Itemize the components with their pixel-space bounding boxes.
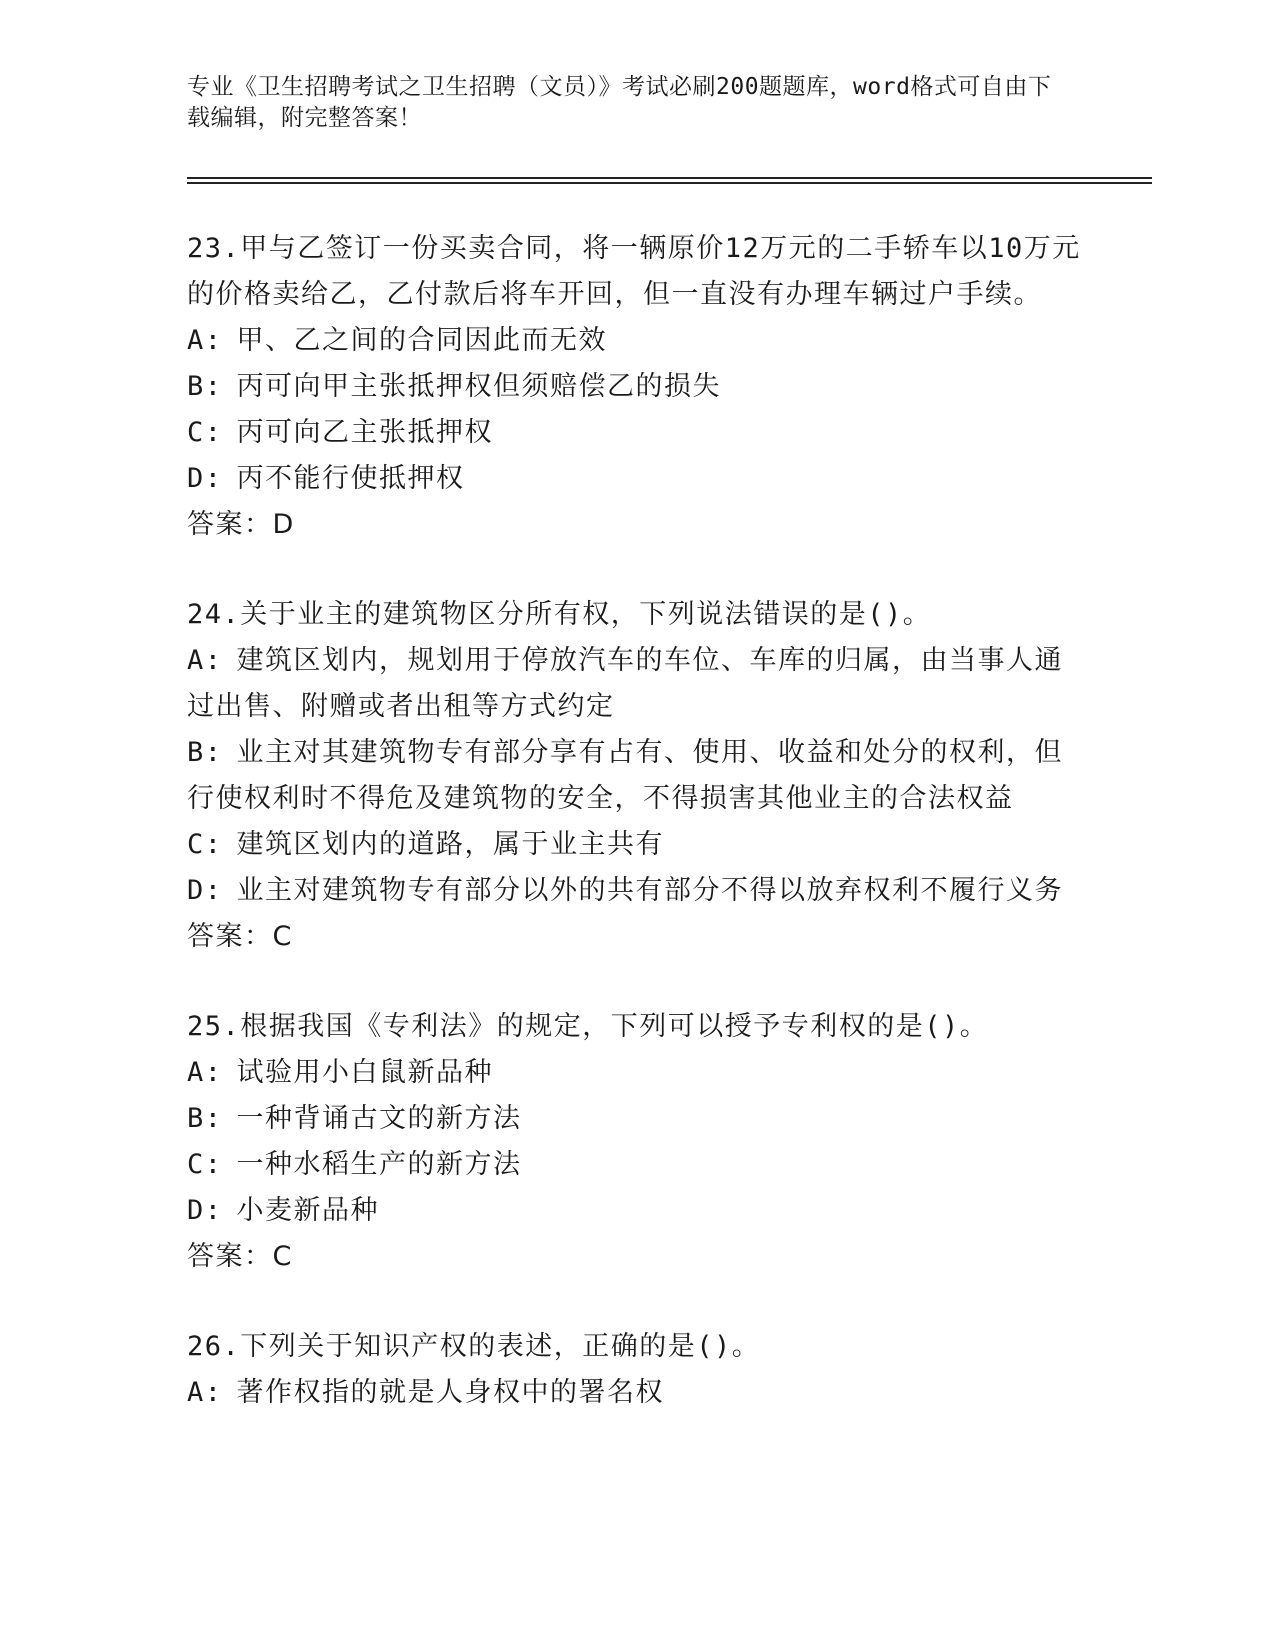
option-key: A: <box>187 325 223 356</box>
option-a <box>187 638 1087 730</box>
option-d <box>187 456 1087 502</box>
option-c <box>187 410 1087 456</box>
option-text: 著作权指的就是人身权中的署名权 <box>236 1377 665 1408</box>
option-text: 甲、乙之间的合同因此而无效 <box>236 325 608 356</box>
option-key: A: <box>187 1057 223 1088</box>
option-text: 一种水稻生产的新方法 <box>236 1149 522 1180</box>
option-text: 业主对建筑物专有部分以外的共有部分不得以放弃权利不履行义务 <box>236 875 1064 906</box>
option-text: 一种背诵古文的新方法 <box>236 1103 522 1134</box>
option-key: D: <box>187 875 223 906</box>
question-stem: 26.下列关于知识产权的表述，正确的是()。 <box>187 1331 761 1362</box>
spacer <box>187 548 1087 592</box>
option-a <box>187 1050 1087 1096</box>
option-c <box>187 1142 1087 1188</box>
option-key: B: <box>187 371 223 402</box>
question-list <box>187 226 1087 1416</box>
option-key: B: <box>187 737 223 768</box>
option-c <box>187 822 1087 868</box>
option-text: 丙不能行使抵押权 <box>236 463 465 494</box>
option-key: C: <box>187 417 223 448</box>
question-stem: 24.关于业主的建筑物区分所有权，下列说法错误的是()。 <box>187 599 932 630</box>
option-a <box>187 318 1087 364</box>
answer: 答案：C <box>187 921 293 952</box>
header-divider-top <box>187 177 1152 179</box>
option-d <box>187 1188 1087 1234</box>
answer: 答案：D <box>187 509 295 540</box>
option-text: 建筑区划内的道路，属于业主共有 <box>236 829 665 860</box>
question-26 <box>187 1324 1087 1416</box>
document-header: 专业《卫生招聘考试之卫生招聘（文员）》考试必刷200题题库，word格式可自由下载编辑，附完整答案！ <box>187 74 1052 131</box>
option-key: A: <box>187 645 223 676</box>
option-key: D: <box>187 463 223 494</box>
option-b <box>187 364 1087 410</box>
question-stem: 25.根据我国《专利法》的规定，下列可以授予专利权的是()。 <box>187 1011 989 1042</box>
option-d <box>187 868 1087 914</box>
option-text: 建筑区划内，规划用于停放汽车的车位、车库的归属，由当事人通过出售、附赠或者出租等方式约定 <box>187 645 1064 722</box>
header-divider-bottom <box>187 182 1152 184</box>
option-key: B: <box>187 1103 223 1134</box>
question-23 <box>187 226 1087 548</box>
option-b <box>187 1096 1087 1142</box>
option-key: C: <box>187 1149 223 1180</box>
option-b <box>187 730 1087 822</box>
option-text: 业主对其建筑物专有部分享有占有、使用、收益和处分的权利，但行使权利时不得危及建筑物的安全，不得损害其他业主的合法权益 <box>187 737 1064 814</box>
option-text: 丙可向乙主张抵押权 <box>236 417 494 448</box>
question-24 <box>187 592 1087 960</box>
option-key: A: <box>187 1377 223 1408</box>
option-key: C: <box>187 829 223 860</box>
option-text: 试验用小白鼠新品种 <box>236 1057 494 1088</box>
question-25 <box>187 1004 1087 1280</box>
spacer <box>187 960 1087 1004</box>
option-text: 小麦新品种 <box>236 1195 380 1226</box>
option-a <box>187 1370 1087 1416</box>
spacer <box>187 1280 1087 1324</box>
option-key: D: <box>187 1195 223 1226</box>
option-text: 丙可向甲主张抵押权但须赔偿乙的损失 <box>236 371 722 402</box>
answer: 答案：C <box>187 1241 293 1272</box>
question-stem: 23.甲与乙签订一份买卖合同，将一辆原价12万元的二手轿车以10万元的价格卖给乙，乙付款后将车开回，但一直没有办理车辆过户手续。 <box>187 233 1081 310</box>
